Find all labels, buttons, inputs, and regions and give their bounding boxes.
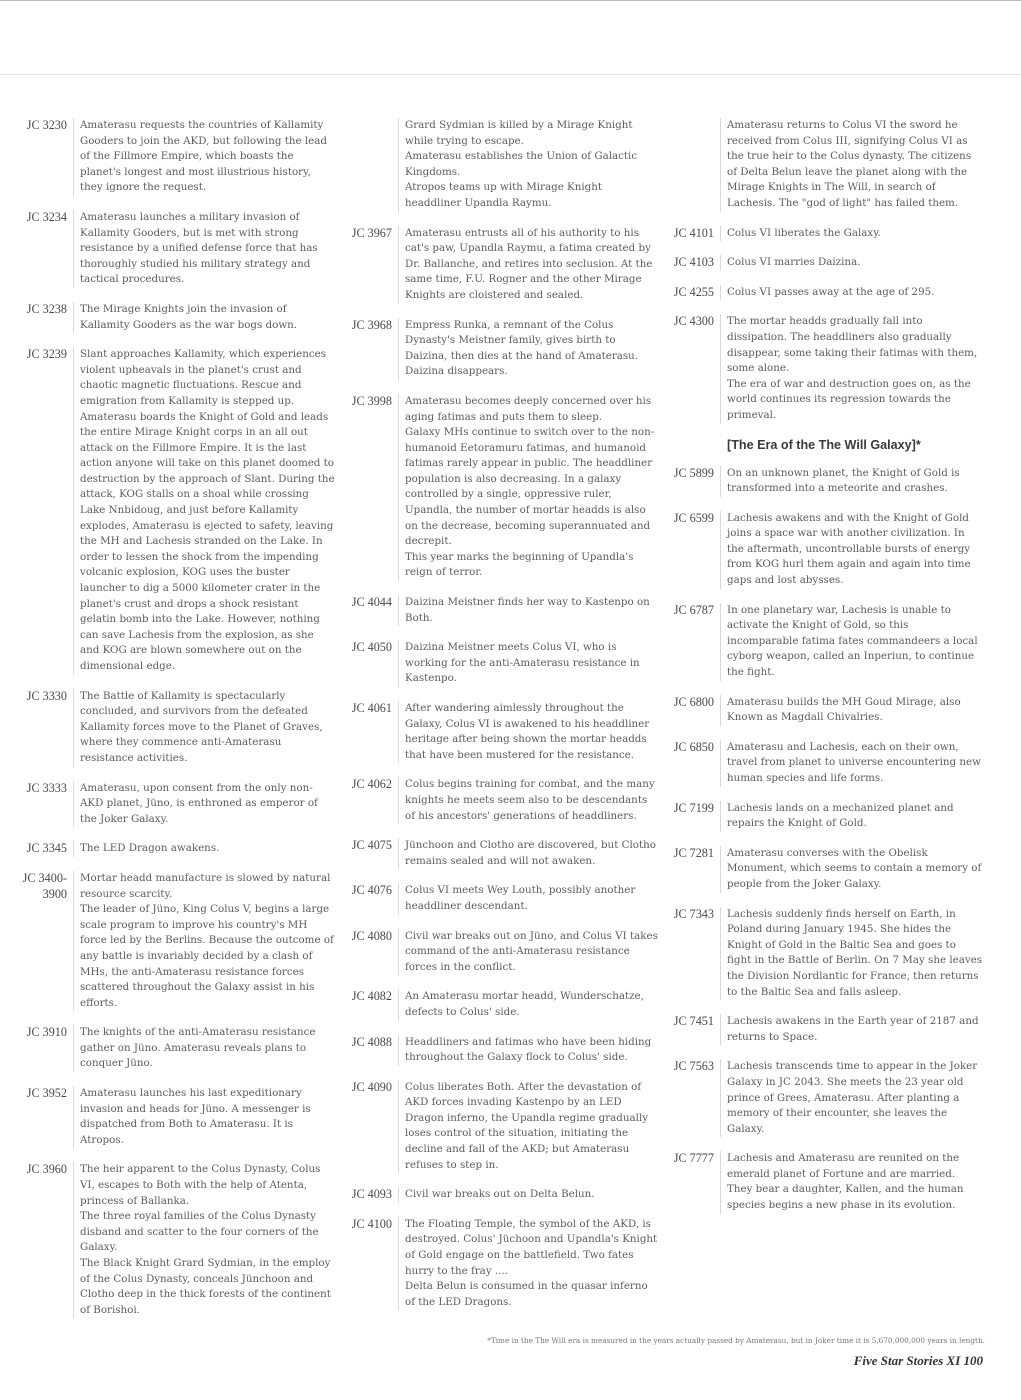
entry-text: [399, 226, 659, 304]
timeline-entry: [665, 285, 983, 301]
entry-year: JC 3238: [18, 302, 74, 333]
entry-paragraph: Amaterasu and Lachesis, each on their own, travel from planet to universe encountering new human species and life forms.: [727, 740, 981, 784]
entry-paragraph: The era of war and destruction goes on, as the world continues its regression towards the primeval.: [727, 377, 971, 421]
entry-year: JC 3968: [343, 318, 399, 380]
timeline-entry: [18, 1025, 336, 1072]
entry-paragraph: Amaterasu builds the MH Goud Mirage, also Known as Magdall Chivalries.: [727, 695, 961, 724]
entry-text: [721, 466, 983, 497]
entry-text: [74, 347, 336, 674]
entry-year: JC 3998: [343, 394, 399, 581]
entry-paragraph: Lachesis and Amaterasu are reunited on the emerald planet of Fortune and are married. They bear a daughter, Kallen, and the human species begins a new phase in its evolution.: [727, 1152, 964, 1212]
entry-year: JC 3330: [18, 689, 74, 767]
entry-text: [721, 118, 983, 212]
entry-paragraph: Colus VI marries Daizina.: [727, 256, 861, 269]
entry-text: [399, 595, 659, 626]
timeline-entry: [343, 701, 659, 763]
entry-paragraph: Colus liberates Both. After the devastation of AKD forces invading Kastenpo by an LED Dragon inferno, the Upandla regime gradually loses control of the situation, initiating the decline and fall of the AKD; but Amaterasu refuses to step in.: [405, 1080, 649, 1171]
entry-text: [74, 1162, 336, 1318]
entry-paragraph: The Battle of Kallamity is spectacularly concluded, and survivors from the defeated Kallamity forces move to the Planet of Graves, where they commence anti-Amaterasu resistance activities.: [80, 689, 323, 764]
entry-text: [399, 777, 659, 824]
timeline-entry: [665, 846, 983, 893]
timeline-group-pre: [665, 118, 983, 424]
entry-year: JC 6850: [665, 740, 721, 787]
entry-year: JC 5899: [665, 466, 721, 497]
timeline-entry: [18, 689, 336, 767]
entry-text: [74, 689, 336, 767]
entry-year: JC 4093: [343, 1187, 399, 1203]
entry-year: JC 4100: [343, 1217, 399, 1311]
entry-text: [399, 1080, 659, 1174]
entry-paragraph: An Amaterasu mortar headd, Wunderschatze, defects to Colus' side.: [405, 990, 644, 1018]
timeline-entry: [18, 1162, 336, 1318]
timeline-column-3: [665, 118, 983, 1228]
entry-paragraph: The three royal families of the Colus Dynasty disband and scatter to the four corners of the Galaxy.: [80, 1210, 319, 1254]
entry-year: JC 6787: [665, 603, 721, 681]
entry-year: [343, 118, 399, 212]
entry-paragraph: The Black Knight Grard Sydmian, in the employ of the Colus Dynasty, conceals Jünchoon and Clotho deep in the thick forests of the continent of Borishoi.: [80, 1257, 331, 1316]
entry-paragraph: The heir apparent to the Colus Dynasty, Colus VI, escapes to Both with the help of Atenta, princess of Ballanka.: [80, 1163, 321, 1207]
entry-paragraph: The mortar headds gradually fall into dissipation. The headdliners also gradually disappear, some taking their fatimas with them, some alone.: [727, 315, 978, 375]
entry-text: [74, 118, 336, 196]
entry-year: JC 7199: [665, 801, 721, 832]
timeline-entry: [18, 1086, 336, 1148]
entry-text: [721, 740, 983, 787]
entry-paragraph: The LED Dragon awakens.: [80, 842, 220, 855]
entry-year: JC 4076: [343, 883, 399, 914]
timeline-entry: [18, 210, 336, 288]
entry-year: JC 3910: [18, 1025, 74, 1072]
entry-text: [399, 883, 659, 914]
entry-text: [399, 1035, 659, 1066]
timeline-entry: [343, 226, 659, 304]
entry-text: [721, 695, 983, 726]
timeline-entry: [665, 695, 983, 726]
entry-text: [399, 640, 659, 687]
entry-paragraph: Colus VI meets Wey Louth, possibly another headdliner descendant.: [405, 884, 636, 912]
timeline-entry: [343, 989, 659, 1020]
entry-text: [74, 871, 336, 1011]
entry-year: JC 6800: [665, 695, 721, 726]
entry-paragraph: Colus begins training for combat, and the many knights he meets seem also to be descendants of his ancestors' generations of headdliners.: [405, 778, 655, 822]
entry-text: [721, 1059, 983, 1137]
timeline-entry: [343, 394, 659, 581]
entry-year: JC 4062: [343, 777, 399, 824]
entry-text: [74, 1025, 336, 1072]
timeline-entry: [665, 511, 983, 589]
timeline-entry: [665, 1151, 983, 1213]
entry-year: JC 4088: [343, 1035, 399, 1066]
entry-paragraph: Amaterasu launches his last expeditionary invasion and heads for Jüno. A messenger is dispatched from Both to Amaterasu. It is Atropos.: [80, 1087, 311, 1146]
entry-paragraph: Empress Runka, a remnant of the Colus Dynasty's Meistner family, gives birth to Daizina, then dies at the hand of Amaterasu. Daizina disappears.: [405, 318, 639, 378]
entry-year: JC 3960: [18, 1162, 74, 1318]
entry-paragraph: Civil war breaks out on Delta Belun.: [405, 1188, 595, 1201]
entry-paragraph: Amaterasu establishes the Union of Galactic Kingdoms.: [405, 150, 638, 178]
entry-text: [721, 846, 983, 893]
entry-paragraph: The Floating Temple, the symbol of the AKD, is destroyed. Colus' Jüchoon and Upandla's Knight of Gold engage on the battlefield. Two fates hurry to the fray ....: [405, 1217, 658, 1277]
timeline-entry: [665, 801, 983, 832]
entry-text: [399, 1187, 659, 1203]
timeline-entry: [18, 871, 336, 1011]
entry-year: JC 7343: [665, 907, 721, 1001]
entry-year: JC 4103: [665, 255, 721, 271]
timeline-column-1: [18, 118, 336, 1332]
timeline-entry: [343, 883, 659, 914]
timeline-entry: [665, 1059, 983, 1137]
entry-year: JC 4090: [343, 1080, 399, 1174]
entry-text: [74, 781, 336, 828]
entry-text: [399, 701, 659, 763]
entry-text: [721, 907, 983, 1001]
entry-paragraph: Mortar headd manufacture is slowed by natural resource scarcity.: [80, 871, 331, 900]
entry-text: [399, 989, 659, 1020]
entry-text: [721, 801, 983, 832]
entry-year: JC 4080: [343, 929, 399, 976]
entry-text: [399, 118, 659, 212]
timeline-entry: [18, 841, 336, 857]
timeline-entry: [18, 118, 336, 196]
entry-year: JC 3230: [18, 118, 74, 196]
entry-paragraph: Galaxy MHs continue to switch over to the non-humanoid Eetoramuru fatimas, and humanoid fatimas rarely appear in public. The headdliner population is also decreasing. In a galaxy controlled by a single, oppressive ruler, Upandla, the number of mortar headds is also on the decrease, becoming superannuated and decrepit.: [405, 426, 655, 548]
entry-paragraph: Jünchoon and Clotho are discovered, but Clotho remains sealed and will not awaken.: [405, 839, 656, 867]
entry-year: JC 4050: [343, 640, 399, 687]
entry-year: JC 3952: [18, 1086, 74, 1148]
entry-paragraph: The leader of Jüno, King Colus V, begins a large scale program to improve his country's MH force led by the Berlins. Because the outcome of any battle is invariably decided by a clash of MHs, the anti-Amaterasu resistance forces scattered throughout the Galaxy assist in his efforts.: [80, 903, 334, 1009]
entry-paragraph: Daizina Meistner finds her way to Kastenpo on Both.: [405, 596, 650, 624]
page-number: 100: [963, 1353, 983, 1368]
entry-text: [399, 318, 659, 380]
entry-year: JC 7777: [665, 1151, 721, 1213]
entry-paragraph: After wandering aimlessly throughout the Galaxy, Colus VI is awakened to his headdliner heritage after being shown the mortar headds that have been mustered for the resistance.: [405, 702, 650, 761]
entry-paragraph: In one planetary war, Lachesis is unable to activate the Knight of Gold, so this incomparable fatima fates commandeers a local cyborg weapon, called an Inperiun, to continue the fight.: [727, 603, 978, 679]
timeline-entry: [343, 777, 659, 824]
timeline-entry: [665, 255, 983, 271]
entry-text: [74, 302, 336, 333]
timeline-entry: [665, 466, 983, 497]
entry-year: JC 3967: [343, 226, 399, 304]
book-title: Five Star Stories XI: [853, 1353, 961, 1368]
entry-year: JC 4075: [343, 838, 399, 869]
entry-year: JC 3345: [18, 841, 74, 857]
entry-paragraph: Amaterasu becomes deeply concerned over his aging fatimas and puts them to sleep.: [405, 394, 652, 423]
entry-paragraph: Amaterasu returns to Colus VI the sword he received from Colus III, signifying Colus VI as the true heir to the Colus dynasty. The citizens of Delta Belun leave the planet along with the Mirage Knights in The Will, in search of Lachesis. The "god of light" has failed them.: [727, 119, 972, 209]
timeline-entry: [665, 314, 983, 423]
entry-year: JC 6599: [665, 511, 721, 589]
timeline-entry: [343, 929, 659, 976]
entry-text: [74, 210, 336, 288]
timeline-column-2: [343, 118, 659, 1324]
entry-year: JC 4255: [665, 285, 721, 301]
timeline-entry: [665, 907, 983, 1001]
entry-paragraph: This year marks the beginning of Upandla's reign of terror.: [405, 550, 634, 579]
entry-text: [399, 838, 659, 869]
entry-paragraph: Amaterasu converses with the Obelisk Monument, which seems to contain a memory of people from the Joker Galaxy.: [727, 846, 982, 890]
entry-year: JC 7451: [665, 1014, 721, 1045]
entry-text: [399, 929, 659, 976]
entry-text: [721, 255, 983, 271]
entry-text: [74, 841, 336, 857]
entry-paragraph: Civil war breaks out on Jüno, and Colus VI takes command of the anti-Amaterasu resistance forces in the conflict.: [405, 929, 658, 973]
timeline-entry: [343, 595, 659, 626]
timeline-entry: [18, 781, 336, 828]
timeline-entry: [665, 226, 983, 242]
entry-paragraph: Lachesis transcends time to appear in the Joker Galaxy in JC 2043. She meets the 23 year old prince of Grees, Amaterasu. After planting a memory of their encounter, she leaves the Galaxy.: [727, 1060, 978, 1135]
entry-year: JC 3239: [18, 347, 74, 674]
entry-paragraph: Lachesis awakens in the Earth year of 2187 and returns to Space.: [727, 1015, 979, 1043]
entry-paragraph: Daizina Meistner meets Colus VI, who is working for the anti-Amaterasu resistance in Kastenpo.: [405, 641, 640, 685]
entry-paragraph: Grard Sydmian is killed by a Mirage Knight while trying to escape.: [405, 119, 633, 147]
entry-text: [721, 314, 983, 423]
entry-paragraph: Slant approaches Kallamity, which experiences violent upheavals in the planet's crust and chaotic magnetic fluctuations. Rescue and emigration from Kallamity is stepped up. Amaterasu boards the Knight of Gold and leads the entire Mirage Knight corps in an all out attack on the Fillmore Empire. It is the last action anyone will take on this planet doomed to destruction by the approach of Slant. During the attack, KOG stalls on a shoal while crossing Lake Nnbidoug, and just before Kallamity explodes, Amaterasu is ejected to safety, leaving the MH and Lachesis stranded on the Lake. In order to lessen the shock from the impending volcanic explosion, KOG uses the buster launcher to dig a 5000 kilometer crater in the planet's crust and drops a shock resistant gelatin bomb into the Lake. However, nothing can save Lachesis from the explosion, as she and KOG are blown somewhere out on the dimensional edge.: [80, 348, 335, 672]
entry-text: [399, 1217, 659, 1311]
entry-year: JC 3234: [18, 210, 74, 288]
timeline-entry: [343, 118, 659, 212]
entry-year: JC 4061: [343, 701, 399, 763]
entry-year: JC 7281: [665, 846, 721, 893]
entry-year: JC 7563: [665, 1059, 721, 1137]
timeline-group-will-era: [665, 466, 983, 1214]
timeline-entry: [343, 640, 659, 687]
entry-paragraph: Amaterasu launches a military invasion of Kallamity Gooders, but is met with strong resistance by a unified defense force that has thoroughly studied his military strategy and tactical procedures.: [80, 210, 318, 286]
entry-paragraph: Lachesis awakens and with the Knight of Gold joins a space war with another civilization. In the aftermath, uncontrollable bursts of energy from KOG hurl them again and again into time gaps and lost abysses.: [727, 511, 971, 587]
entry-paragraph: On an unknown planet, the Knight of Gold is transformed into a meteorite and crashes.: [727, 466, 960, 495]
timeline-entry: [343, 318, 659, 380]
entry-paragraph: The Mirage Knights join the invasion of Kallamity Gooders as the war bogs down.: [80, 302, 298, 331]
timeline-entry: [665, 1014, 983, 1045]
timeline-entry: [665, 603, 983, 681]
page-footer: [854, 1353, 983, 1369]
timeline-entry: [665, 118, 983, 212]
entry-paragraph: Headdliners and fatimas who have been hiding throughout the Galaxy flock to Colus' side.: [405, 1035, 652, 1064]
timeline-entry: [18, 347, 336, 674]
entry-year: JC 4300: [665, 314, 721, 423]
entry-text: [721, 226, 983, 242]
top-border: [0, 0, 1021, 1]
entry-text: [721, 511, 983, 589]
timeline-entry: [343, 1187, 659, 1203]
entry-text: [721, 1014, 983, 1045]
entry-year: JC 3400-3900: [18, 871, 74, 1011]
entry-paragraph: Amaterasu requests the countries of Kallamity Gooders to join the AKD, but following the lead of the Fillmore Empire, which boasts the planet's longest and most illustrious history, they ignore the request.: [80, 119, 327, 194]
entry-paragraph: Amaterasu entrusts all of his authority to his cat's paw, Upandla Raymu, a fatima created by Dr. Ballanche, and retires into seclusion. At the same time, F.U. Rogner and the other Mirage Knights are cloistered and sealed.: [405, 226, 653, 301]
entry-year: JC 4082: [343, 989, 399, 1020]
entry-year: JC 4101: [665, 226, 721, 242]
timeline-entry: [343, 1080, 659, 1174]
entry-paragraph: The knights of the anti-Amaterasu resistance gather on Jüno. Amaterasu reveals plans to conquer Jüno.: [80, 1026, 316, 1070]
entry-paragraph: Colus VI liberates the Galaxy.: [727, 226, 881, 239]
entry-text: [74, 1086, 336, 1148]
entry-year: JC 3333: [18, 781, 74, 828]
entry-paragraph: Atropos teams up with Mirage Knight headdliner Upandla Raymu.: [405, 181, 603, 209]
entry-text: [721, 1151, 983, 1213]
entry-year: JC 4044: [343, 595, 399, 626]
timeline-entry: [665, 740, 983, 787]
entry-paragraph: Lachesis lands on a mechanized planet and repairs the Knight of Gold.: [727, 801, 954, 830]
entry-paragraph: Lachesis suddenly finds herself on Earth, in Poland during January 1945. She hides the Knight of Gold in the Baltic Sea and goes to fight in the Battle of Berlin. On 7 May she leaves the Division Nordlantic for France, then returns to the Baltic Sea and falls asleep.: [727, 907, 983, 998]
timeline-entry: [18, 302, 336, 333]
timeline-entry: [343, 1035, 659, 1066]
entry-year: [665, 118, 721, 212]
timeline-entry: [343, 838, 659, 869]
entry-paragraph: Amaterasu, upon consent from the only non-AKD planet, Jüno, is enthroned as emperor of the Joker Galaxy.: [80, 781, 318, 825]
header-rule: [0, 74, 1021, 75]
entry-paragraph: Delta Belun is consumed in the quasar inferno of the LED Dragons.: [405, 1280, 648, 1308]
entry-text: [721, 603, 983, 681]
entry-text: [399, 394, 659, 581]
entry-text: [721, 285, 983, 301]
footnote: *Time in the The Will era is measured in the years actually passed by Amaterasu, but in Joker time it is 5,670,000,000 years in length.: [487, 1336, 985, 1345]
entry-paragraph: Colus VI passes away at the age of 295.: [727, 285, 935, 298]
timeline-entry: [343, 1217, 659, 1311]
section-title: [The Era of the The Will Galaxy]*: [727, 437, 921, 452]
